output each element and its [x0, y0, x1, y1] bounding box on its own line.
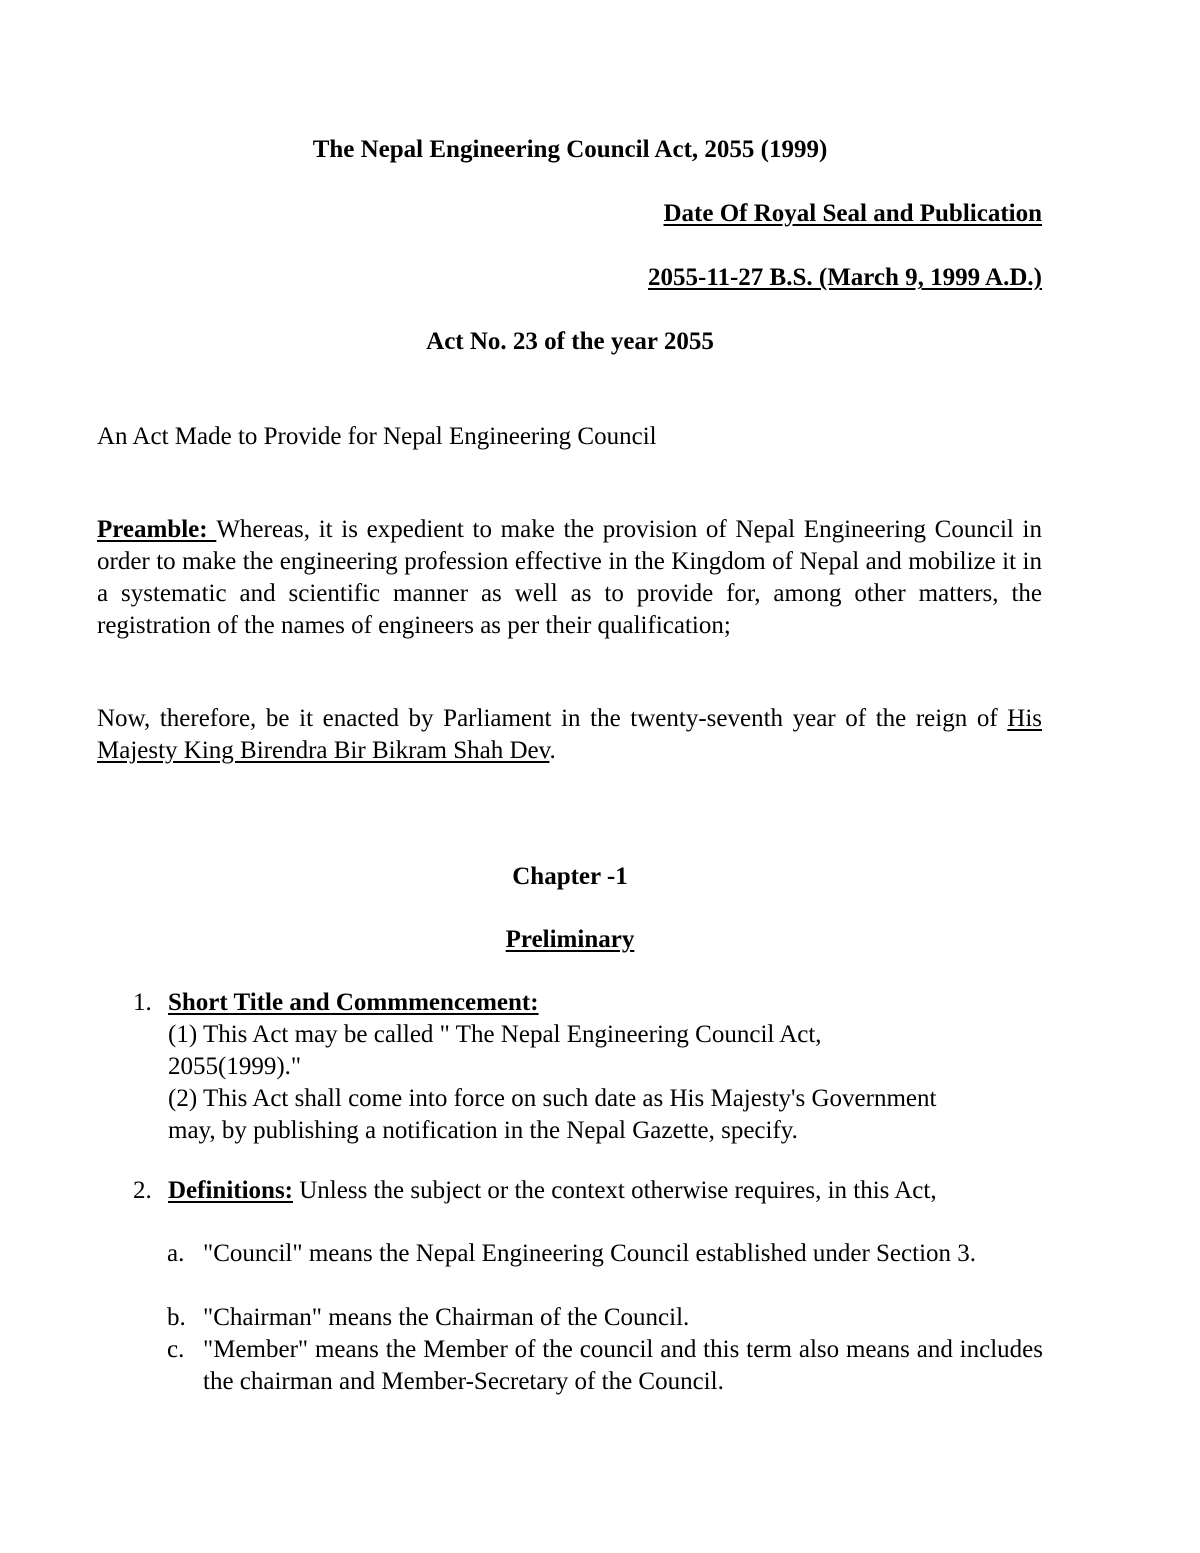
- chapter-heading: Chapter -1: [512, 863, 628, 890]
- enactment-king: His Majesty King Birendra Bir Bikram Shah Dev: [97, 705, 1042, 764]
- preamble-text: Whereas, it is expedient to make the provision of Nepal Engineering Council in order to make the engineering profession effective in the Kingdom of Nepal and mobilize it in a systematic and scientific manner as well as to provide for, among other matters, the registration of the names of engineers as per their qualification;: [97, 516, 1042, 639]
- definition-a-letter: a.: [167, 1240, 185, 1267]
- section-2-text: Unless the subject or the context otherwise requires, in this Act,: [293, 1177, 937, 1204]
- section-1-sub1b: 2055(1999).": [168, 1053, 302, 1080]
- preamble-label: Preamble:: [97, 516, 217, 543]
- preamble: [97, 514, 1042, 642]
- definition-a: "Council" means the Nepal Engineering Council established under Section 3.: [203, 1240, 977, 1267]
- enactment-clause: [97, 703, 1042, 767]
- date-heading: Date Of Royal Seal and Publication: [663, 200, 1042, 227]
- section-2: [168, 1175, 1038, 1207]
- section-1-heading: Short Title and Commmencement:: [168, 989, 539, 1016]
- definition-b: "Chairman" means the Chairman of the Council.: [203, 1304, 690, 1331]
- section-2-heading: Definitions:: [168, 1177, 293, 1204]
- section-1-number: 1.: [133, 989, 152, 1016]
- section-2-number: 2.: [133, 1177, 152, 1204]
- enactment-text: Now, therefore, be it enacted by Parliament in the twenty-seventh year of the reign of: [97, 705, 998, 732]
- section-1-sub2b: may, by publishing a notification in the Nepal Gazette, specify.: [168, 1117, 798, 1144]
- enactment-end: .: [549, 737, 556, 764]
- long-title: An Act Made to Provide for Nepal Engineering Council: [97, 423, 657, 450]
- definition-c-letter: c.: [167, 1336, 185, 1363]
- act-title: The Nepal Engineering Council Act, 2055 (1999): [312, 136, 828, 163]
- chapter-title: Preliminary: [505, 926, 635, 953]
- definition-b-letter: b.: [167, 1304, 186, 1331]
- section-1-sub2: (2) This Act shall come into force on such date as His Majesty's Government: [168, 1085, 937, 1112]
- act-number: Act No. 23 of the year 2055: [426, 328, 714, 355]
- definition-c: "Member" means the Member of the council and this term also means and includes the chairman and Member-Secretary of the Council.: [203, 1336, 1043, 1395]
- section-1-sub1: (1) This Act may be called " The Nepal Engineering Council Act,: [168, 1021, 822, 1048]
- date-value: 2055-11-27 B.S. (March 9, 1999 A.D.): [648, 264, 1042, 291]
- section-1: [168, 987, 1038, 1147]
